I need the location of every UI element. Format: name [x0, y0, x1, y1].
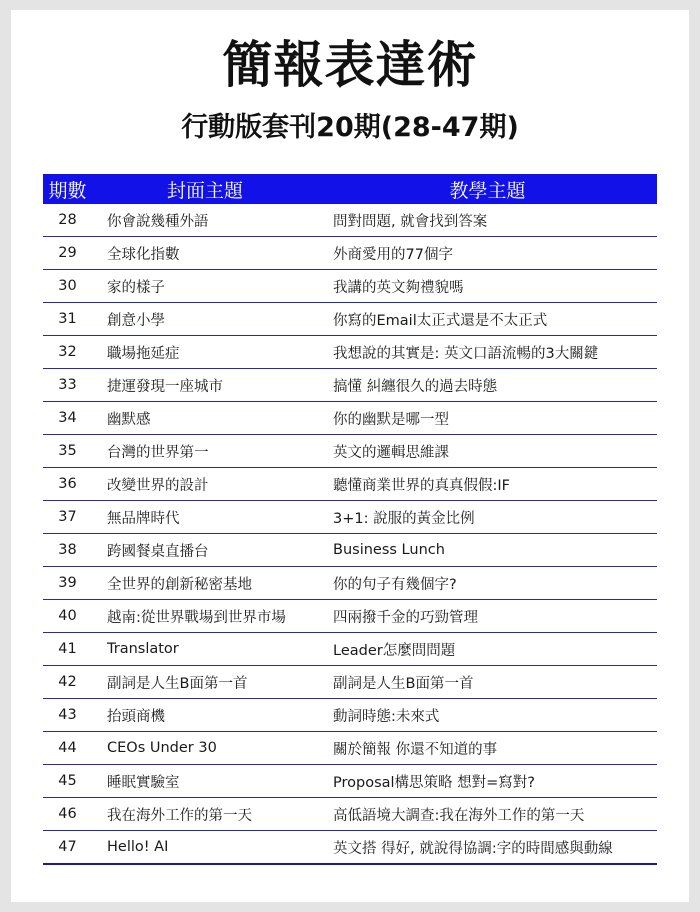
- header-teaching-topic: 教學主題: [449, 179, 526, 202]
- cover-topic: Translator: [107, 641, 179, 657]
- table-row: [43, 468, 657, 501]
- teaching-topic: 你寫的Email太正式還是不太正式: [333, 312, 548, 329]
- table-row: [43, 600, 657, 633]
- teaching-topic: 英文搭 得好, 就說得協調:字的時間感與動線: [333, 840, 613, 857]
- teaching-topic: 關於簡報 你還不知道的事: [333, 741, 498, 758]
- table-row: [43, 501, 657, 534]
- teaching-topic: Business Lunch: [333, 542, 445, 558]
- cover-topic: Hello! AI: [107, 839, 169, 855]
- issue-number: 31: [58, 311, 77, 327]
- teaching-topic: 你的句子有幾個字?: [333, 576, 457, 593]
- table-row: [43, 336, 657, 369]
- issue-number: 38: [58, 542, 77, 558]
- table-row: [43, 732, 657, 765]
- issue-number: 29: [58, 245, 77, 261]
- cover-topic: 全世界的創新秘密基地: [107, 576, 252, 593]
- teaching-topic: 副詞是人生B面第一首: [333, 675, 474, 692]
- cover-topic: 全球化指數: [107, 246, 180, 263]
- table-row: [43, 633, 657, 666]
- page-subtitle: 行動版套刊20期(28-47期): [181, 112, 519, 143]
- cover-topic: 創意小學: [107, 312, 165, 329]
- issue-number: 39: [58, 575, 77, 591]
- teaching-topic: 外商愛用的77個字: [333, 246, 453, 263]
- cover-topic: 捷運發現一座城市: [107, 378, 223, 395]
- teaching-topic: Leader怎麼問問題: [333, 642, 456, 659]
- cover-topic: 台灣的世界第一: [107, 444, 209, 461]
- issue-number: 40: [58, 608, 77, 624]
- teaching-topic: 四兩撥千金的巧勁管理: [333, 609, 478, 626]
- table-row: [43, 534, 657, 567]
- table-row: [43, 831, 657, 865]
- issue-number: 32: [58, 344, 77, 360]
- cover-topic: 越南:從世界戰場到世界市場: [107, 609, 286, 626]
- cover-topic: 無品牌時代: [107, 510, 180, 527]
- teaching-topic: 搞懂 糾纏很久的過去時態: [333, 378, 498, 395]
- table-row: [43, 765, 657, 798]
- issue-number: 46: [58, 806, 77, 822]
- issue-number: 28: [58, 212, 77, 228]
- issues-table: [43, 174, 657, 865]
- cover-topic: CEOs Under 30: [107, 740, 217, 756]
- teaching-topic: 你的幽默是哪一型: [333, 411, 449, 428]
- cover-topic: 副詞是人生B面第一首: [107, 675, 248, 692]
- header-issue: 期數: [48, 179, 87, 202]
- teaching-topic: 高低語境大調查:我在海外工作的第一天: [333, 807, 585, 824]
- cover-topic: 職場拖延症: [107, 345, 180, 362]
- header-cover-topic: 封面主題: [166, 179, 243, 202]
- issue-number: 33: [58, 377, 77, 393]
- cover-topic: 睡眠實驗室: [107, 774, 180, 791]
- issue-number: 34: [58, 410, 77, 426]
- page-title: 簡報表達術: [222, 36, 478, 94]
- teaching-topic: 3+1: 說服的黃金比例: [333, 510, 475, 527]
- teaching-topic: Proposal構思策略 想對=寫對?: [333, 774, 536, 791]
- table-row: [43, 666, 657, 699]
- table-row: [43, 435, 657, 468]
- cover-topic: 你會說幾種外語: [107, 213, 209, 230]
- table-row: [43, 567, 657, 600]
- table-row: [43, 402, 657, 435]
- teaching-topic: 我想說的其實是: 英文口語流暢的3大關鍵: [333, 345, 599, 362]
- issue-number: 47: [58, 839, 77, 855]
- issue-number: 42: [58, 674, 77, 690]
- cover-topic: 抬頭商機: [107, 708, 165, 725]
- teaching-topic: 我講的英文夠禮貌嗎: [333, 279, 464, 296]
- teaching-topic: 問對問題, 就會找到答案: [333, 213, 488, 230]
- table-row: [43, 699, 657, 732]
- cover-topic: 家的樣子: [107, 279, 165, 296]
- table-row: [43, 798, 657, 831]
- issue-number: 30: [58, 278, 77, 294]
- table-row: [43, 303, 657, 336]
- issue-number: 45: [58, 773, 77, 789]
- table-row: [43, 237, 657, 270]
- issue-number: 41: [58, 641, 77, 657]
- table-row: [43, 204, 657, 237]
- cover-topic: 我在海外工作的第一天: [107, 807, 252, 824]
- cover-topic: 幽默感: [107, 411, 151, 428]
- teaching-topic: 動詞時態:未來式: [333, 708, 440, 725]
- cover-topic: 跨國餐桌直播台: [107, 543, 209, 560]
- teaching-topic: 聽懂商業世界的真真假假:IF: [333, 477, 511, 494]
- issue-number: 36: [58, 476, 77, 492]
- table-row: [43, 270, 657, 303]
- table-row: [43, 369, 657, 402]
- table-header: [43, 174, 657, 204]
- cover-topic: 改變世界的設計: [107, 477, 209, 494]
- teaching-topic: 英文的邏輯思維課: [333, 444, 449, 461]
- issue-number: 35: [58, 443, 77, 459]
- issue-number: 44: [58, 740, 77, 756]
- table-body: [43, 204, 657, 865]
- issue-number: 43: [58, 707, 77, 723]
- issue-number: 37: [58, 509, 77, 525]
